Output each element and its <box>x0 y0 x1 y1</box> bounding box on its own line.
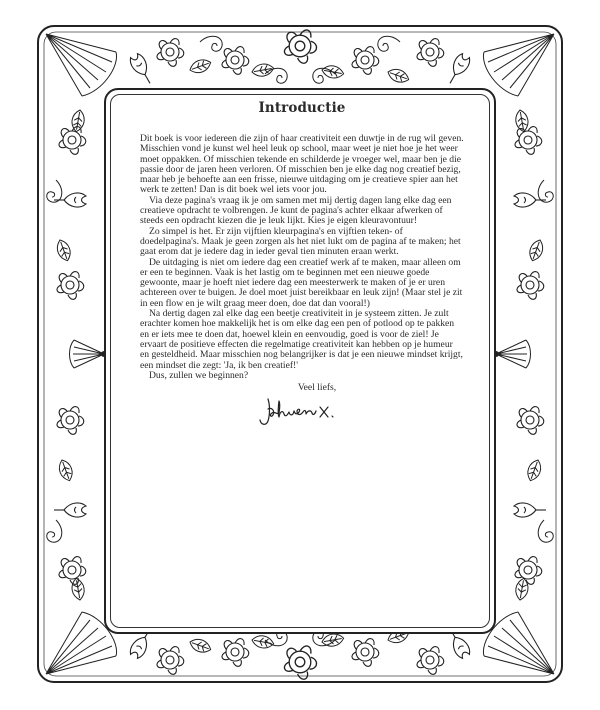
paragraph-5: Na dertig dagen zal elke dag een beetje creativiteit in je systeem zitten. Je zult erachter komen hoe makkelijk het is om elke dag een pen of potlood op te pakken en er iets mee te doen dat, hoewel klein en eenvoudig, goed is voor de ziel! Je ervaart de positieve effecten die regelmatige creativiteit kan hebben op je humeur en gesteldheid. Maar misschien nog belangrijker is dat je een nieuwe mindset krijgt, een mindset die zegt: 'Ja, ik ben creatief!' <box>140 308 463 371</box>
page-title: Introductie <box>258 100 346 116</box>
paragraph-2: Via deze pagina's vraag ik je om samen met mij dertig dagen lang elke dag een creatieve opdracht te volbrengen. Je kunt de pagina's achter elkaar afwerken of steeds een opdracht kiezen die je leuk lijkt. Kies je eigen kleuravontuur! <box>140 194 452 227</box>
paragraph-3: Zo simpel is het. Er zijn vijftien kleurpagina's en vijftien teken- of doedelpagina's. Maak je geen zorgen als het niet lukt om de pagina af te maken; het gaat erom dat je iedere dag in ieder geval tien minuten eraan werkt. <box>140 225 461 258</box>
paragraph-4: De uitdaging is niet om iedere dag een creatief werk af te maken, maar alleen om er een te beginnen. Vaak is het lastig om te beginnen met een nieuwe goede gewoonte, maar je hoeft niet iedere dag een meesterwerk te maken of je er uren achtereen over te buigen. Je doel moet juist bereikbaar en leuk zijn! (Maar stel je zit in een flow en je wilt graag meer doen, doe dat dan vooral!) <box>140 256 463 309</box>
handwritten-signature <box>258 395 348 429</box>
introduction-text-block <box>140 96 464 429</box>
paragraph-1: Dit boek is voor iedereen die zijn of haar creativiteit een duwtje in de rug wil geven. Misschien vond je kunst wel heel leuk op school, maar weet je niet hoe je het weer moet oppakken. Of misschien tekende en schilderde je vroeger wel, maar ben je die passie door de jaren heen verloren. Of misschien ben je elke dag nog creatief bezig, maar heb je behoefte aan een frisse, nieuwe uitdaging om je creatieve spier aan het werk te zetten! Dan is dit boek wel iets voor jou. <box>140 133 464 196</box>
closing-question: Dus, zullen we beginnen? <box>149 369 249 381</box>
signoff: Veel liefs, <box>297 382 337 394</box>
